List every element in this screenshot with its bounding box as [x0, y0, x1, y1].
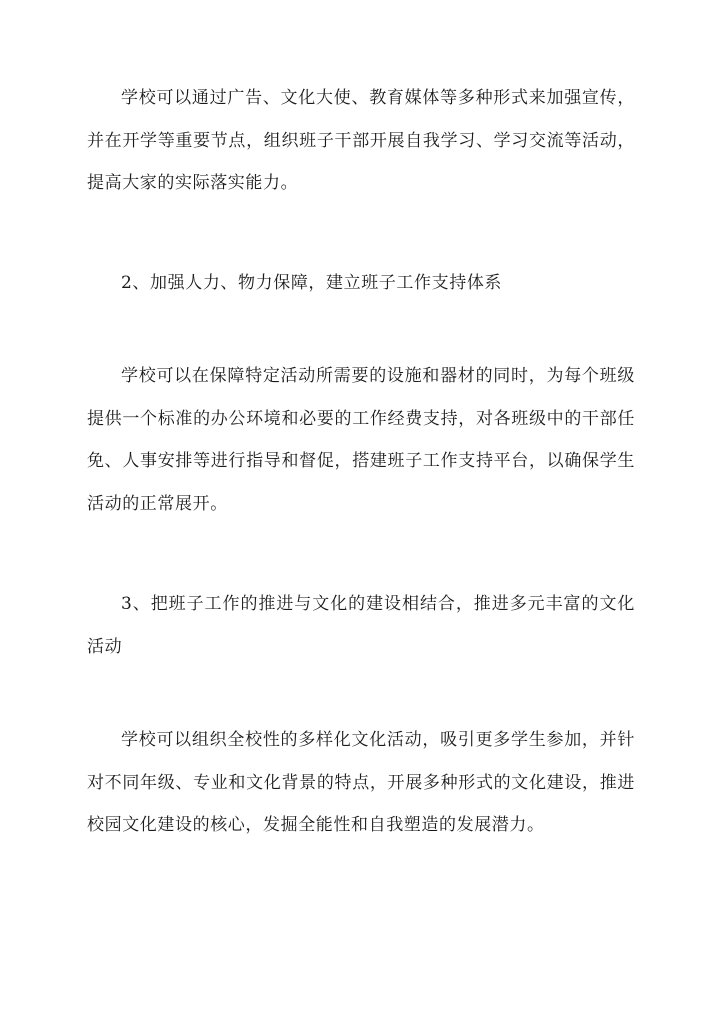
paragraph-publicity: 学校可以通过广告、文化大使、教育媒体等多种形式来加强宣传，并在开学等重要节点，组织班子干部开展自我学习、学习交流等活动，提高大家的实际落实能力。	[87, 88, 635, 193]
paragraph-cultural-activities: 学校可以组织全校性的多样化文化活动，吸引更多学生参加，并针对不同年级、专业和文化背景的特点，开展多种形式的文化建设，推进校园文化建设的核心，发掘全能性和自我塑造的发展潜力。	[87, 730, 635, 835]
section-heading-2: 2、加强人力、物力保障，建立班子工作支持体系	[121, 273, 503, 293]
section-heading-3: 3、把班子工作的推进与文化的建设相结合，推进多元丰富的文化活动	[87, 594, 635, 657]
paragraph-support-system: 学校可以在保障特定活动所需要的设施和器材的同时，为每个班级提供一个标准的办公环境和必要的工作经费支持，对各班级中的干部任免、人事安排等进行指导和督促，搭建班子工作支持平台，以确保学生活动的正常展开。	[87, 366, 635, 514]
